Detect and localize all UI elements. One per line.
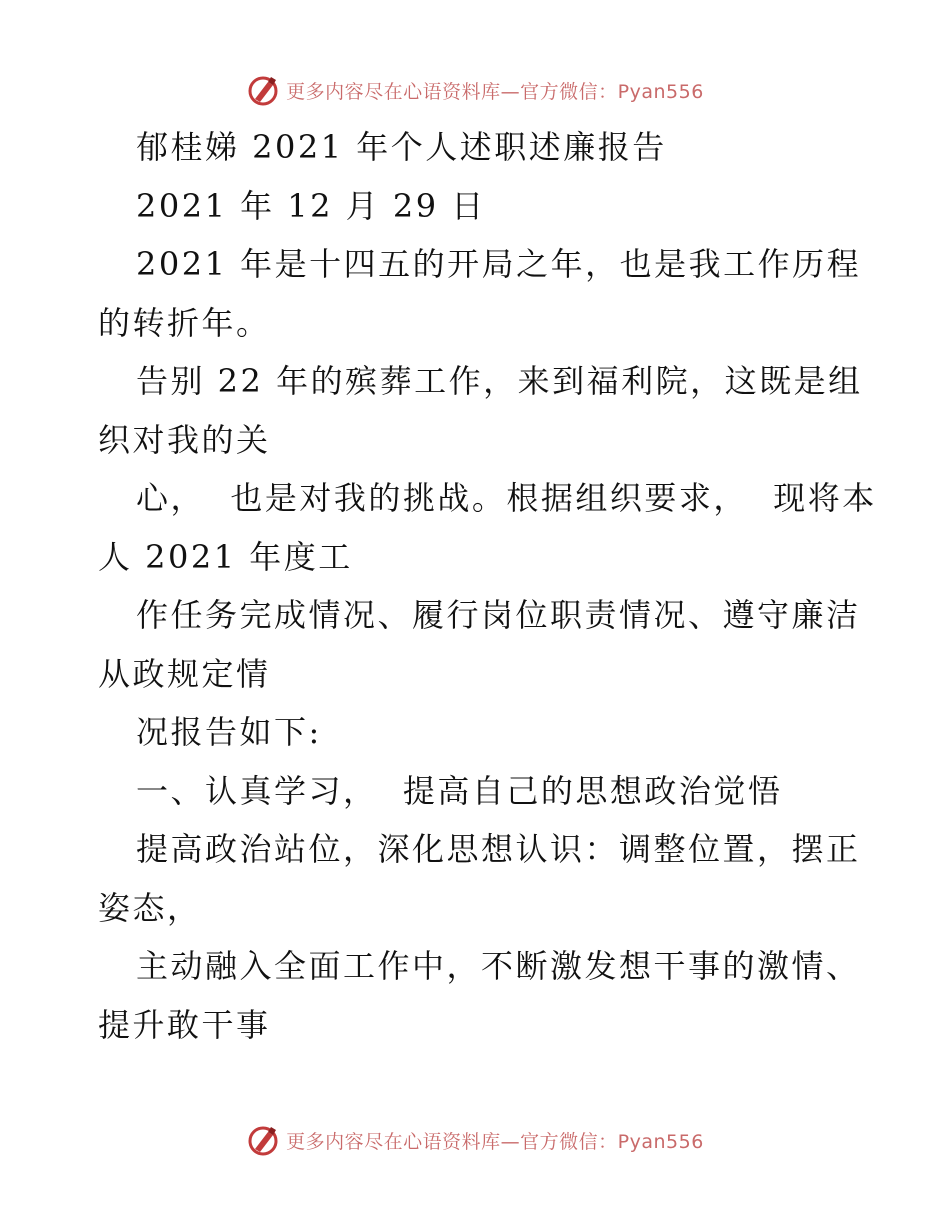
text-line: 人 2021 年度工 bbox=[98, 537, 353, 576]
text-line: 提高政治站位，深化思想认识：调整位置，摆正 bbox=[136, 830, 861, 868]
text-line: 郁桂娣 2021 年个人述职述廉报告 bbox=[136, 128, 667, 166]
text-line: 从政规定情 bbox=[98, 654, 271, 693]
text-line: 提升敢干事 bbox=[98, 1005, 271, 1044]
text-line: 织对我的关 bbox=[98, 420, 271, 459]
text-line: 况报告如下: bbox=[136, 713, 322, 751]
text-line: 一、认真学习， 提高自己的思想政治觉悟 bbox=[136, 771, 783, 810]
document-body bbox=[98, 118, 877, 1054]
text-line: 心， 也是对我的挑战。根据组织要求， 现将本 bbox=[136, 479, 877, 517]
watermark-text: 更多内容尽在心语资料库—官方微信：Pyan556 bbox=[286, 80, 704, 103]
text-line: 2021 年是十四五的开局之年，也是我工作历程 bbox=[136, 245, 862, 283]
footer-watermark bbox=[0, 1122, 950, 1158]
header-watermark bbox=[0, 72, 950, 108]
text-line: 2021 年 12 月 29 日 bbox=[136, 186, 486, 225]
text-line: 告别 22 年的殡葬工作，来到福利院，这既是组 bbox=[136, 362, 863, 400]
text-line: 姿态， bbox=[98, 888, 202, 927]
text-line: 的转折年。 bbox=[98, 303, 271, 342]
watermark-text: 更多内容尽在心语资料库—官方微信：Pyan556 bbox=[286, 1130, 704, 1153]
text-line: 作任务完成情况、履行岗位职责情况、遵守廉洁 bbox=[136, 596, 861, 634]
pen-logo-icon bbox=[246, 73, 280, 107]
text-line: 主动融入全面工作中，不断激发想干事的激情、 bbox=[136, 947, 861, 985]
pen-logo-icon bbox=[246, 1123, 280, 1157]
